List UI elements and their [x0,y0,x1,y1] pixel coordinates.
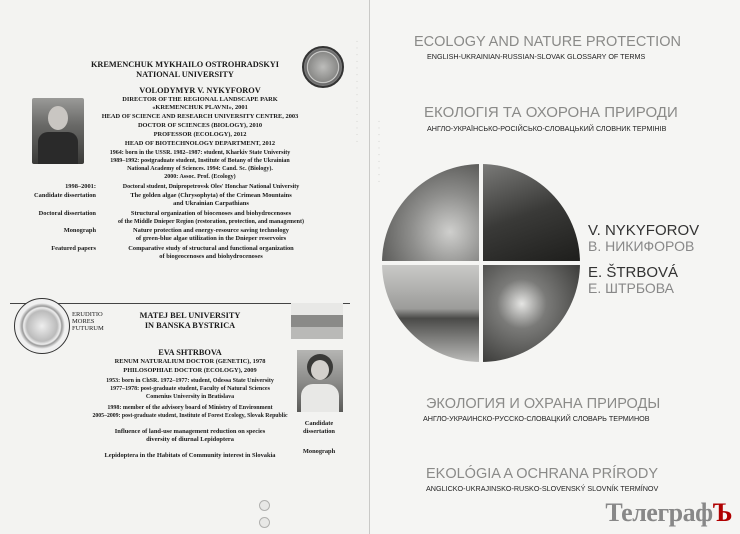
subtitle-english: ENGLISH-UKRAINIAN-RUSSIAN-SLOVAK GLOSSARY OF TERMS [427,52,646,61]
subtitle-ukrainian: АНГЛО-УКРАЇНСЬКО-РОСІЙСЬКО-СЛОВАЦЬКИЙ СЛОВНИК ТЕРМІНІВ [427,124,667,133]
slovak-flag-icon [291,303,343,339]
landscape-photo [382,265,479,362]
motto-line: MORES [72,318,95,325]
row-label: 1998–2001: [65,183,96,190]
subtitle-russian: АНГЛО-УКРАИНСКО-РУССКО-СЛОВАЦКИЙ СЛОВАРЬ ТЕРМИНОВ [423,414,650,423]
label-monograph: Monograph [302,448,336,455]
author2-name: EVA SHTRBOVA [158,348,222,357]
author2-bio-line: 1998: member of the advisory board of Ministry of Environment [107,405,273,411]
author1-bio-line: 1964: born in the USSR. 1982–1987: student, Kharkiv State University [109,150,291,156]
row-text: The golden algae (Chrysophyta) of the Crimean Mountains [130,192,292,199]
punch-hole [259,517,270,528]
punch-hole [259,500,270,511]
watermark-main: Телеграф [605,498,713,527]
author2-bio-line: 1977–1978: post-graduate student, Faculty of Natural Sciences [110,386,270,392]
label-dissertation: dissertation [303,428,335,435]
motto-line: ERUDITIO [72,311,103,318]
show-through-text: · · · · · · · · · · [374,120,383,184]
label-candidate: Candidate [304,420,334,427]
title-english: ECOLOGY AND NATURE PROTECTION [414,34,681,50]
right-page [370,0,740,534]
subtitle-slovak: ANGLICKO-UKRAJINSKO-RUSKO-SLOVENSKÝ SLOVNÍK TERMÍNOV [426,484,659,493]
author1-title: «KREMENCHUK PLAVNI», 2001 [152,104,248,111]
row-text: and Ukrainian Carpathians [173,200,249,207]
author2-work: diversity of diurnal Lepidoptera [146,436,234,443]
author1-title: PROFESSOR (ECOLOGY), 2012 [153,131,247,138]
author2-latin: E. ŠTRBOVÁ [588,264,679,281]
author1-cyrillic: В. НИКИФОРОВ [588,238,695,254]
row-label: Candidate dissertation [34,192,96,199]
row-label: Featured papers [51,245,96,252]
university1-name-line1: KREMENCHUK MYKHAILO OSTROHRADSKYI [90,60,280,69]
author1-photo [32,98,84,164]
row-label: Monograph [63,227,96,234]
author2-bio-line: 2005–2009: post-graduate student, Institute of Forest Ecology, Slovak Republic [92,413,288,419]
author2-bio-line: 1953: born in ChSR. 1972–1977: student, Odessa State University [106,378,274,384]
author2-work: Influence of land-use management reduction on species [114,428,266,435]
author2-work: Lepidoptera in the Habitats of Community interest in Slovakia [104,452,276,459]
university2-name-line1: MATEJ BEL UNIVERSITY [139,311,241,320]
author2-title: RENUM NATURALIUM DOCTOR (GENETIC), 1978 [114,358,266,365]
author1-latin: V. NYKYFOROV [588,222,700,239]
row-text: Comparative study of structural and functional organization [128,245,294,252]
watermark-tail: Ъ [712,498,732,527]
author2-cyrillic: Е. ШТРБОВА [588,280,674,296]
university2-name-line2: IN BANSKA BYSTRICA [144,321,236,330]
author2-title: PHILOSOPHIAE DOCTOR (ECOLOGY), 2009 [123,367,257,374]
show-through-text: · · · · · · · · · · · · · · · · [352,40,361,144]
author1-title: HEAD OF BIOTECHNOLOGY DEPARTMENT, 2012 [124,140,276,147]
telegraf-watermark-logo [605,498,732,528]
title-russian: ЭКОЛОГИЯ И ОХРАНА ПРИРОДЫ [426,396,661,412]
author2-bio-line: Comenius University in Bratislava [145,394,235,400]
university-seal-icon [302,46,344,88]
cover-photo-collage [382,164,580,362]
title-slovak: EKOLÓGIA A OCHRANA PRÍRODY [426,466,659,482]
motto-line: FUTURUM [72,325,104,332]
author1-bio-line: 1989–1992: postgraduate student, Institute of Botany of the Ukrainian [110,158,290,164]
forest-photo [382,164,479,261]
matej-bel-seal-icon [14,298,70,354]
row-text: Doctoral student, Dnipropetrovsk Oles' Honchar National University [122,184,300,190]
flowers-photo [483,265,580,362]
row-text: of green-blue algae utilization in the Dnieper reservoirs [135,235,287,242]
row-text: of the Middle Dnieper Region (restoration, protection, and management) [118,219,304,225]
author2-photo [297,350,343,412]
author1-title: DIRECTOR OF THE REGIONAL LANDSCAPE PARK [122,96,278,103]
author1-name: VOLODYMYR V. NYKYFOROV [139,86,261,95]
row-text: Structural organization of biocenoses and biohydrocenoses [130,210,292,217]
row-label: Doctoral dissertation [38,210,96,217]
university1-name-line2: NATIONAL UNIVERSITY [136,70,234,79]
author1-bio-line: 2000: Assoc. Prof. (Ecology) [164,174,236,180]
author1-title: DOCTOR OF SCIENCES (BIOLOGY), 2010 [137,122,263,129]
author1-bio-line: National Academy of Sciences. 1994: Cand. Sc. (Biology). [127,166,273,172]
castle-photo [483,164,580,261]
row-text: Nature protection and energy-resource saving technology [133,227,289,234]
title-ukrainian: ЕКОЛОГІЯ ТА ОХОРОНА ПРИРОДИ [424,104,678,121]
row-text: of biogeocenoses and biohydrocenoses [159,253,263,260]
author1-title: HEAD OF SCIENCE AND RESEARCH UNIVERSITY CENTRE, 2003 [101,113,299,120]
